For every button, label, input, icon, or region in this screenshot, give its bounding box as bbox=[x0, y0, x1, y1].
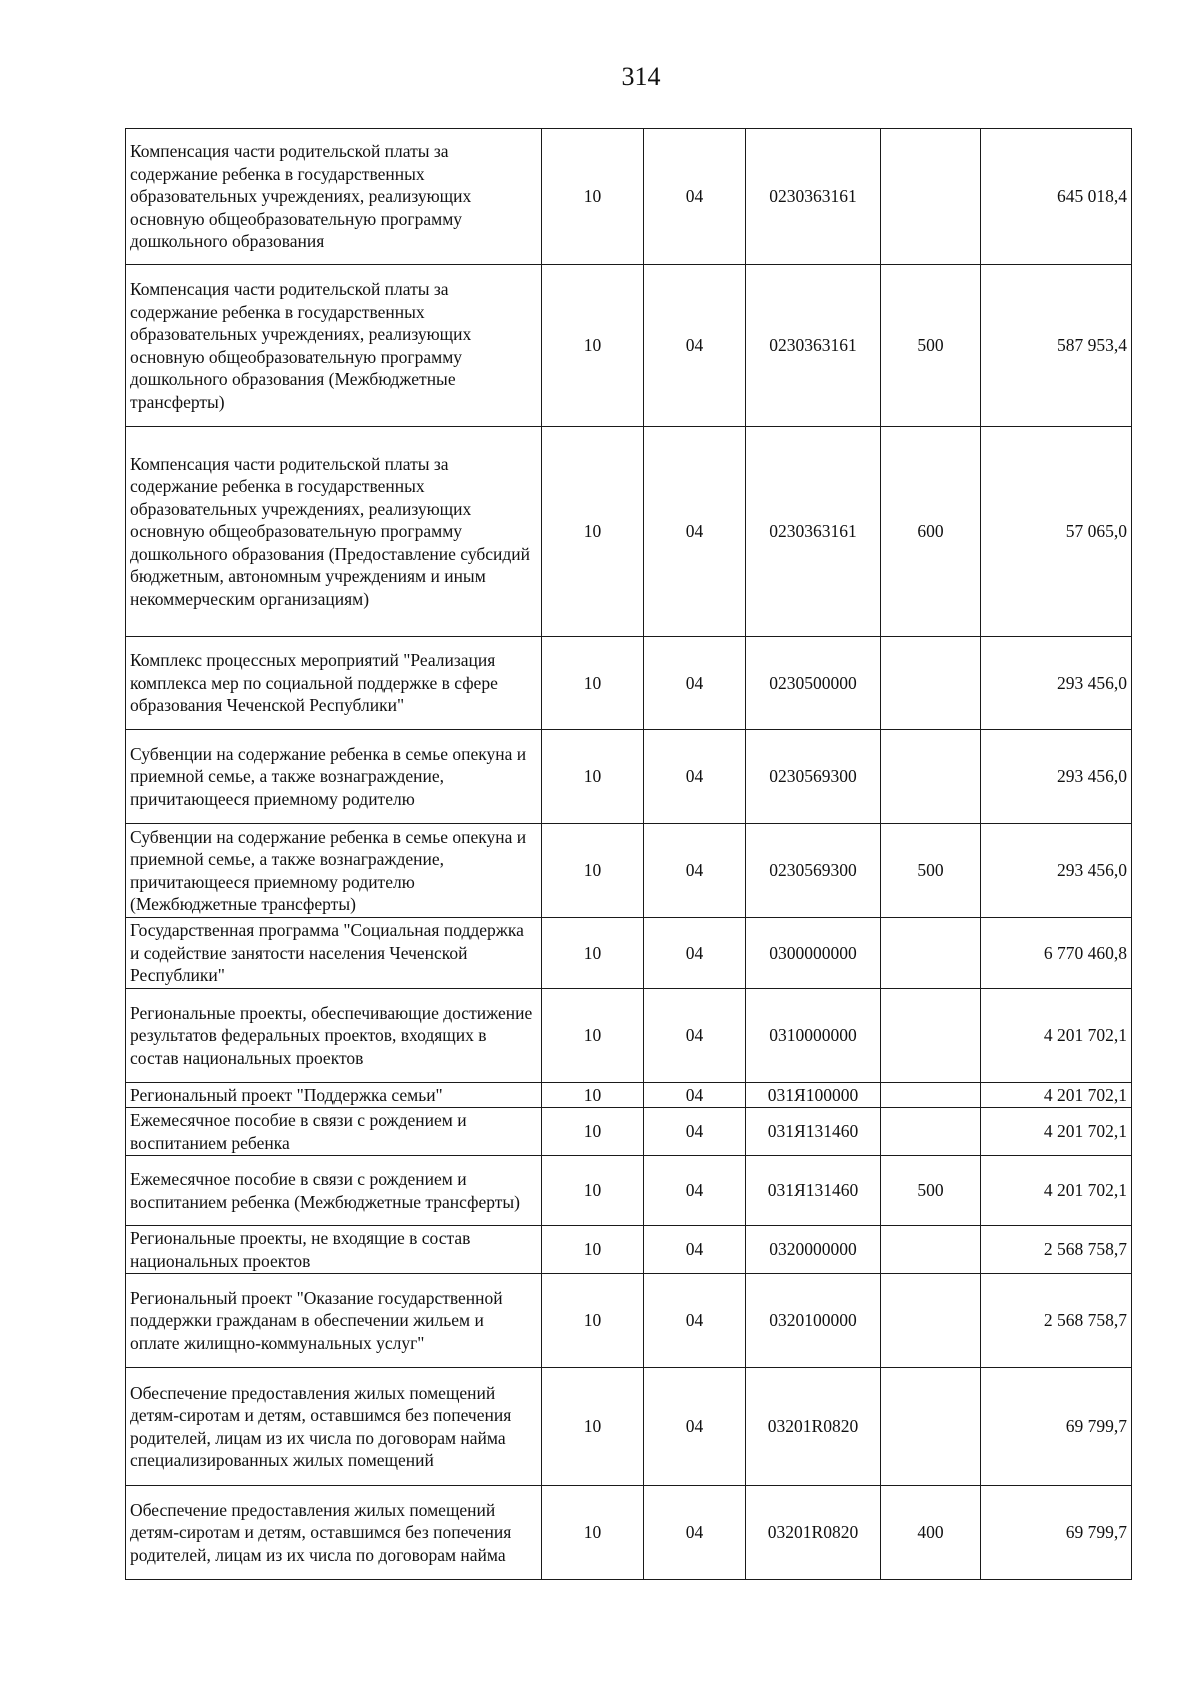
row-section-cell: 10 bbox=[542, 824, 644, 918]
row-target-code-cell: 0320100000 bbox=[746, 1274, 881, 1368]
row-subsection-cell: 04 bbox=[644, 1274, 746, 1368]
row-section-cell: 10 bbox=[542, 989, 644, 1083]
row-target-code-cell: 0230500000 bbox=[746, 637, 881, 730]
row-section-cell: 10 bbox=[542, 129, 644, 265]
row-expense-type-cell: 400 bbox=[881, 1486, 981, 1580]
row-expense-type-cell bbox=[881, 1368, 981, 1486]
row-subsection-cell: 04 bbox=[644, 1486, 746, 1580]
table-row bbox=[126, 129, 1132, 265]
table-row bbox=[126, 730, 1132, 824]
row-amount-cell: 645 018,4 bbox=[981, 129, 1132, 265]
row-section-cell: 10 bbox=[542, 1108, 644, 1156]
row-amount-cell: 4 201 702,1 bbox=[981, 1083, 1132, 1108]
row-subsection-cell: 04 bbox=[644, 427, 746, 637]
row-section-cell: 10 bbox=[542, 265, 644, 427]
row-expense-type-cell bbox=[881, 1083, 981, 1108]
row-target-code-cell: 031Я131460 bbox=[746, 1108, 881, 1156]
row-section-cell: 10 bbox=[542, 1486, 644, 1580]
row-amount-cell: 293 456,0 bbox=[981, 824, 1132, 918]
row-amount-cell: 293 456,0 bbox=[981, 730, 1132, 824]
row-amount-cell: 587 953,4 bbox=[981, 265, 1132, 427]
row-expense-type-cell: 500 bbox=[881, 265, 981, 427]
row-name-cell: Региональный проект "Оказание государственной поддержки гражданам в обеспечении жильем и оплате жилищно-коммунальных услуг" bbox=[126, 1274, 542, 1368]
row-expense-type-cell bbox=[881, 989, 981, 1083]
row-target-code-cell: 031Я100000 bbox=[746, 1083, 881, 1108]
table-row bbox=[126, 1108, 1132, 1156]
table-row bbox=[126, 427, 1132, 637]
row-subsection-cell: 04 bbox=[644, 1083, 746, 1108]
row-subsection-cell: 04 bbox=[644, 730, 746, 824]
row-name-cell: Компенсация части родительской платы за содержание ребенка в государственных образовательных учреждениях, реализующих основную общеобразовательную программу дошкольного образования bbox=[126, 129, 542, 265]
row-section-cell: 10 bbox=[542, 918, 644, 989]
row-target-code-cell: 0230569300 bbox=[746, 824, 881, 918]
row-subsection-cell: 04 bbox=[644, 918, 746, 989]
row-expense-type-cell bbox=[881, 1274, 981, 1368]
row-subsection-cell: 04 bbox=[644, 824, 746, 918]
row-target-code-cell: 0230363161 bbox=[746, 265, 881, 427]
row-expense-type-cell: 600 bbox=[881, 427, 981, 637]
row-amount-cell: 4 201 702,1 bbox=[981, 1108, 1132, 1156]
page-number: 314 bbox=[621, 62, 661, 91]
table-row bbox=[126, 1083, 1132, 1108]
row-subsection-cell: 04 bbox=[644, 637, 746, 730]
row-expense-type-cell bbox=[881, 1108, 981, 1156]
row-amount-cell: 69 799,7 bbox=[981, 1486, 1132, 1580]
table-row bbox=[126, 1368, 1132, 1486]
row-target-code-cell: 0300000000 bbox=[746, 918, 881, 989]
row-target-code-cell: 0230569300 bbox=[746, 730, 881, 824]
row-target-code-cell: 0310000000 bbox=[746, 989, 881, 1083]
row-name-cell: Государственная программа "Социальная поддержка и содействие занятости населения Чеченской Республики" bbox=[126, 918, 542, 989]
row-target-code-cell: 03201R0820 bbox=[746, 1368, 881, 1486]
row-name-cell: Компенсация части родительской платы за содержание ребенка в государственных образовательных учреждениях, реализующих основную общеобразовательную программу дошкольного образования (Межбюджетные трансферты) bbox=[126, 265, 542, 427]
row-section-cell: 10 bbox=[542, 1368, 644, 1486]
row-name-cell: Ежемесячное пособие в связи с рождением и воспитанием ребенка bbox=[126, 1108, 542, 1156]
row-amount-cell: 57 065,0 bbox=[981, 427, 1132, 637]
table-row bbox=[126, 1486, 1132, 1580]
row-section-cell: 10 bbox=[542, 730, 644, 824]
table-row bbox=[126, 1226, 1132, 1274]
row-subsection-cell: 04 bbox=[644, 265, 746, 427]
row-amount-cell: 69 799,7 bbox=[981, 1368, 1132, 1486]
row-amount-cell: 4 201 702,1 bbox=[981, 989, 1132, 1083]
row-name-cell: Региональные проекты, обеспечивающие достижение результатов федеральных проектов, входящих в состав национальных проектов bbox=[126, 989, 542, 1083]
row-name-cell: Ежемесячное пособие в связи с рождением и воспитанием ребенка (Межбюджетные трансферты) bbox=[126, 1156, 542, 1226]
row-amount-cell: 2 568 758,7 bbox=[981, 1274, 1132, 1368]
row-expense-type-cell bbox=[881, 637, 981, 730]
table-row bbox=[126, 637, 1132, 730]
row-subsection-cell: 04 bbox=[644, 1108, 746, 1156]
table-row bbox=[126, 265, 1132, 427]
row-name-cell: Субвенции на содержание ребенка в семье опекуна и приемной семье, а также вознаграждение, причитающееся приемному родителю bbox=[126, 730, 542, 824]
table-row bbox=[126, 1274, 1132, 1368]
row-name-cell: Комплекс процессных мероприятий "Реализация комплекса мер по социальной поддержке в сфере образования Чеченской Республики" bbox=[126, 637, 542, 730]
row-name-cell: Региональный проект "Поддержка семьи" bbox=[126, 1083, 542, 1108]
row-expense-type-cell: 500 bbox=[881, 824, 981, 918]
row-expense-type-cell bbox=[881, 730, 981, 824]
row-subsection-cell: 04 bbox=[644, 989, 746, 1083]
row-amount-cell: 6 770 460,8 bbox=[981, 918, 1132, 989]
row-target-code-cell: 031Я131460 bbox=[746, 1156, 881, 1226]
row-section-cell: 10 bbox=[542, 427, 644, 637]
row-target-code-cell: 03201R0820 bbox=[746, 1486, 881, 1580]
row-name-cell: Компенсация части родительской платы за содержание ребенка в государственных образовательных учреждениях, реализующих основную общеобразовательную программу дошкольного образования (Предоставление субсидий бюджетным, автономным учреждениям и иным некоммерческим организациям) bbox=[126, 427, 542, 637]
row-amount-cell: 4 201 702,1 bbox=[981, 1156, 1132, 1226]
row-subsection-cell: 04 bbox=[644, 1156, 746, 1226]
row-section-cell: 10 bbox=[542, 1226, 644, 1274]
budget-table bbox=[125, 128, 1132, 1580]
row-name-cell: Обеспечение предоставления жилых помещений детям-сиротам и детям, оставшимся без попечения родителей, лицам из их числа по договорам найма bbox=[126, 1486, 542, 1580]
row-amount-cell: 293 456,0 bbox=[981, 637, 1132, 730]
row-amount-cell: 2 568 758,7 bbox=[981, 1226, 1132, 1274]
row-subsection-cell: 04 bbox=[644, 1368, 746, 1486]
row-subsection-cell: 04 bbox=[644, 1226, 746, 1274]
row-section-cell: 10 bbox=[542, 1083, 644, 1108]
table-row bbox=[126, 989, 1132, 1083]
row-expense-type-cell bbox=[881, 1226, 981, 1274]
row-target-code-cell: 0230363161 bbox=[746, 129, 881, 265]
budget-table-body bbox=[126, 129, 1132, 1580]
row-target-code-cell: 0320000000 bbox=[746, 1226, 881, 1274]
row-section-cell: 10 bbox=[542, 1156, 644, 1226]
row-expense-type-cell bbox=[881, 918, 981, 989]
row-name-cell: Обеспечение предоставления жилых помещений детям-сиротам и детям, оставшимся без попечения родителей, лицам из их числа по договорам найма специализированных жилых помещений bbox=[126, 1368, 542, 1486]
row-expense-type-cell bbox=[881, 129, 981, 265]
row-subsection-cell: 04 bbox=[644, 129, 746, 265]
row-section-cell: 10 bbox=[542, 1274, 644, 1368]
row-name-cell: Региональные проекты, не входящие в состав национальных проектов bbox=[126, 1226, 542, 1274]
row-name-cell: Субвенции на содержание ребенка в семье опекуна и приемной семье, а также вознаграждение, причитающееся приемному родителю (Межбюджетные трансферты) bbox=[126, 824, 542, 918]
table-row bbox=[126, 918, 1132, 989]
row-section-cell: 10 bbox=[542, 637, 644, 730]
table-row bbox=[126, 824, 1132, 918]
table-row bbox=[126, 1156, 1132, 1226]
row-expense-type-cell: 500 bbox=[881, 1156, 981, 1226]
row-target-code-cell: 0230363161 bbox=[746, 427, 881, 637]
